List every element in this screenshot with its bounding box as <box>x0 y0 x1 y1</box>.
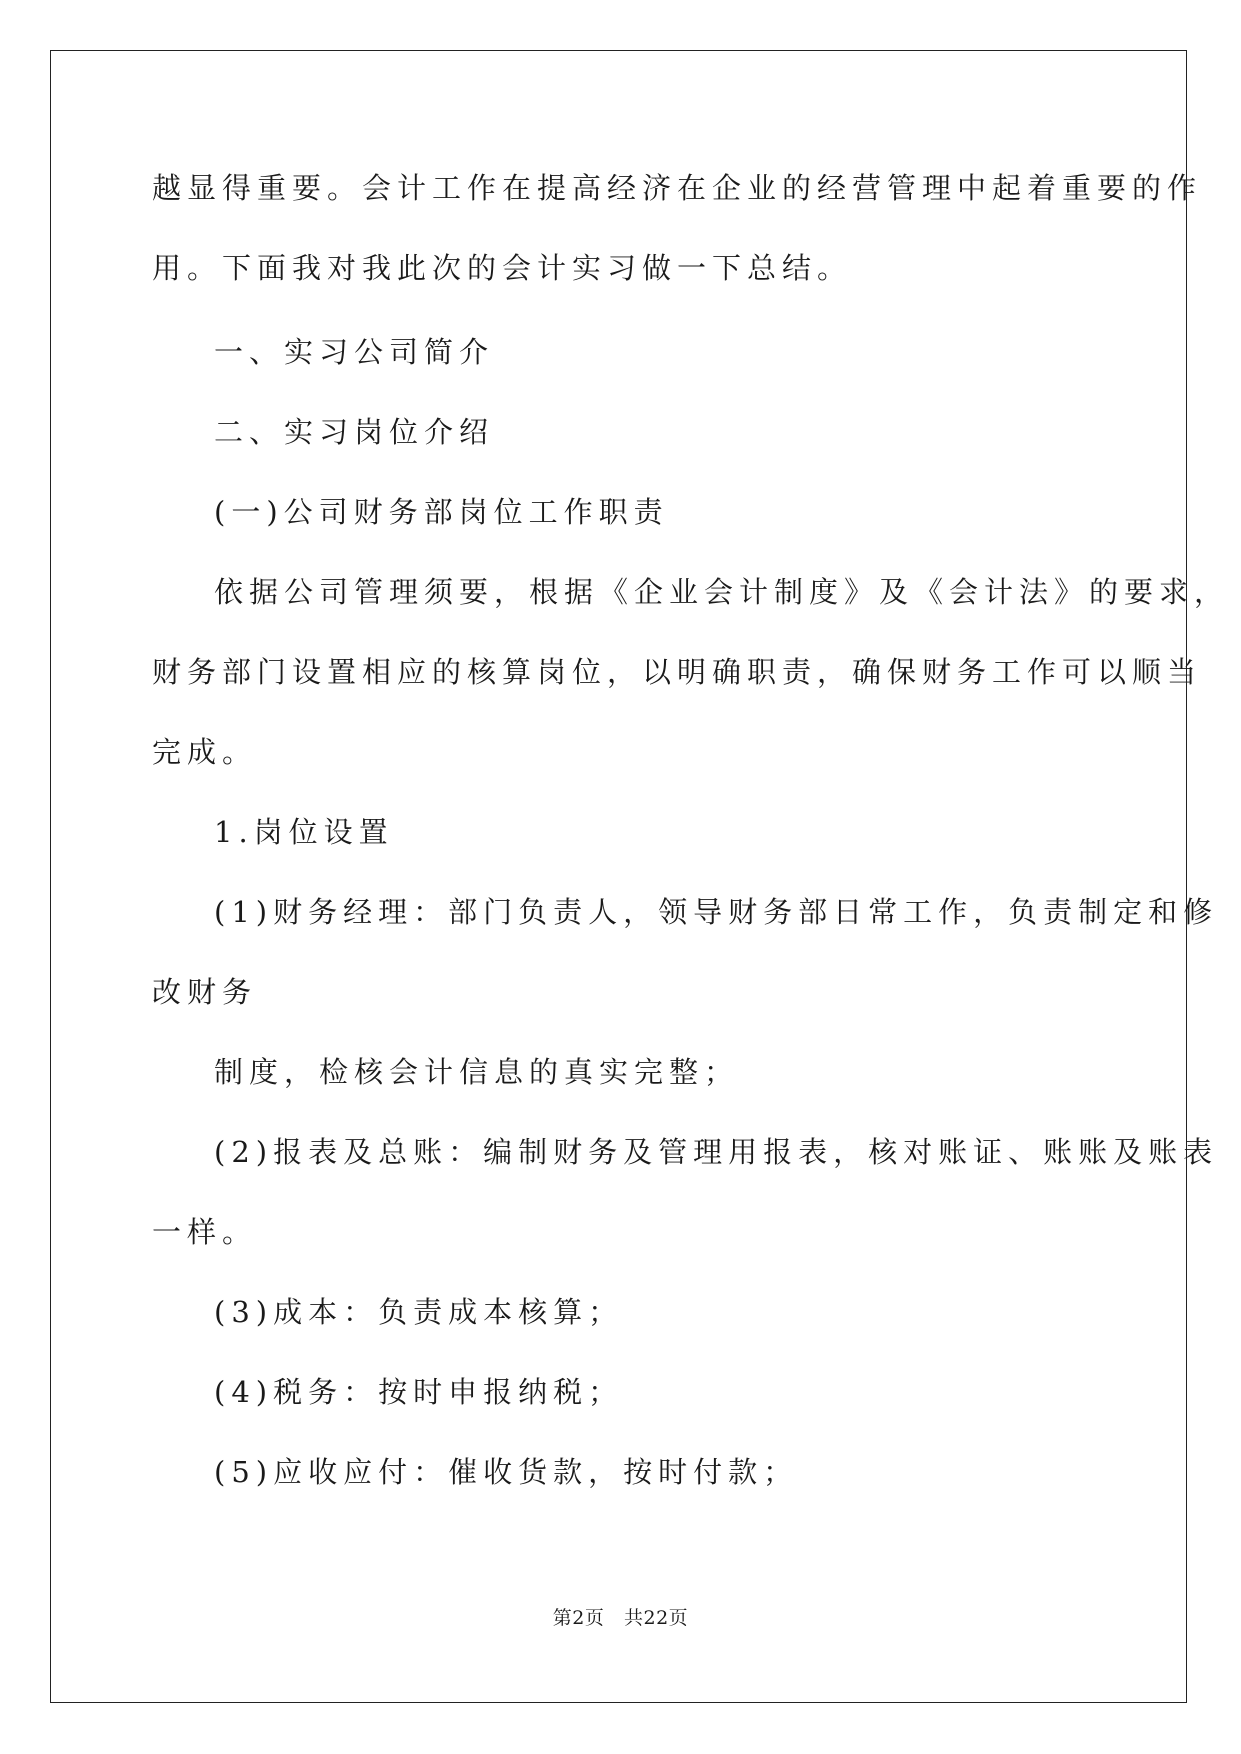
body-line-2: 用。下面我对我此次的会计实习做一下总结。 <box>152 251 853 285</box>
subsection-heading-position-setup: 1.岗位设置 <box>214 815 394 849</box>
body-line-1: 越显得重要。会计工作在提高经济在企业的经营管理中起着重要的作 <box>152 171 1203 205</box>
list-item-finance-manager-cont-2: 制度，检核会计信息的真实完整； <box>214 1055 740 1089</box>
section-heading-company-intro: 一、实习公司简介 <box>214 335 495 369</box>
section-heading-position-intro: 二、实习岗位介绍 <box>214 415 495 449</box>
page-number-footer: 第2页 共22页 <box>552 1607 689 1629</box>
subsection-heading-finance-duties: (一)公司财务部岗位工作职责 <box>214 495 669 529</box>
list-item-finance-manager-cont: 改财务 <box>152 975 258 1009</box>
body-line-7: 财务部门设置相应的核算岗位，以明确职责，确保财务工作可以顺当 <box>152 655 1203 689</box>
list-item-cost: (3)成本：负责成本核算； <box>214 1295 624 1329</box>
list-item-reports-ledger: (2)报表及总账：编制财务及管理用报表，核对账证、账账及账表 <box>214 1135 1219 1169</box>
list-item-finance-manager: (1)财务经理：部门负责人，领导财务部日常工作，负责制定和修 <box>214 895 1219 929</box>
body-line-6: 依据公司管理须要，根据《企业会计制度》及《会计法》的要求， <box>214 575 1230 609</box>
list-item-receivables-payables: (5)应收应付：催收货款，按时付款； <box>214 1455 799 1489</box>
list-item-tax: (4)税务：按时申报纳税； <box>214 1375 624 1409</box>
list-item-reports-ledger-cont: 一样。 <box>152 1215 258 1249</box>
body-line-8: 完成。 <box>152 735 258 769</box>
